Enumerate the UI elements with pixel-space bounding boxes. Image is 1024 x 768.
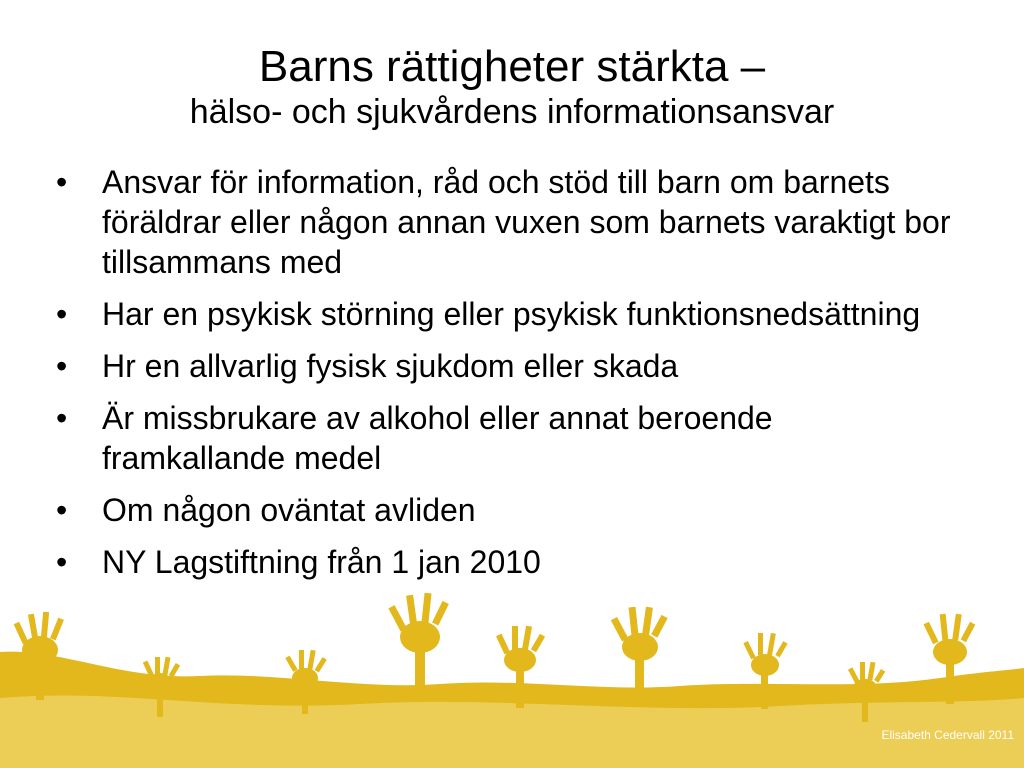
bullet-item	[56, 490, 956, 530]
bullet-text: Har en psykisk störning eller psykisk funktionsnedsättning	[102, 296, 921, 332]
bullet-list	[56, 162, 956, 594]
bullet-item	[56, 398, 956, 478]
bullet-text: Om någon oväntat avliden	[102, 492, 476, 528]
bullet-dot: •	[56, 492, 68, 528]
bullet-text: NY Lagstiftning från 1 jan 2010	[102, 544, 541, 580]
slide-title	[0, 42, 1024, 132]
bullet-item	[56, 162, 956, 282]
hands-footer-graphic	[0, 580, 1024, 768]
bullet-dot: •	[56, 296, 68, 332]
bullet-dot: •	[56, 348, 68, 384]
title-subtitle: hälso- och sjukvårdens informationsansvar	[189, 93, 835, 131]
hand-icon	[388, 593, 448, 699]
bullet-text: Ansvar för information, råd och stöd till barn om barnets föräldrar eller någon annan vuxen som barnets varaktigt bor tillsammans med	[102, 164, 951, 280]
bullet-text: Hr en allvarlig fysisk sjukdom eller skada	[102, 348, 679, 384]
bullet-dot: •	[56, 544, 68, 580]
bullet-item	[56, 346, 956, 386]
title-main: Barns rättigheter stärkta –	[258, 42, 766, 91]
bullet-dot: •	[56, 400, 68, 436]
bullet-dot: •	[56, 164, 68, 200]
bullet-item	[56, 294, 956, 334]
light-ground-band	[0, 696, 1024, 768]
bullet-text: Är missbrukare av alkohol eller annat beroende framkallande medel	[102, 400, 773, 476]
author-credit: Elisabeth Cedervall 2011	[881, 728, 1014, 742]
bullet-item	[56, 542, 956, 582]
